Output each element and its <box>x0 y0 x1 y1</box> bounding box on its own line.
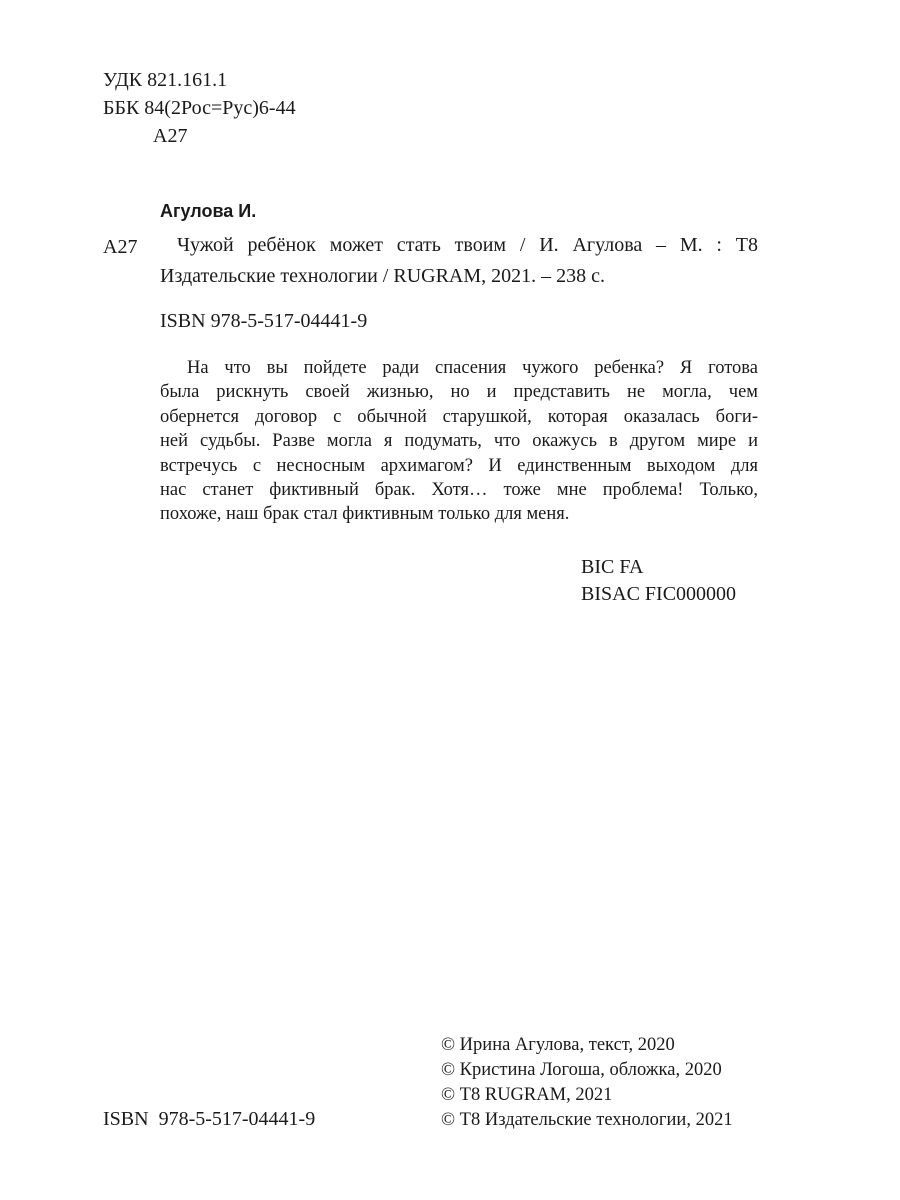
isbn-record: ISBN 978-5-517-04441-9 <box>160 310 368 332</box>
annotation-line: ней судьбы. Разве могла я подумать, что окажусь в другом мире и <box>160 431 758 452</box>
author-mark: А27 <box>153 125 188 147</box>
copyright-line: © Т8 Издательские технологии, 2021 <box>441 1110 733 1130</box>
copyright-line: © Кристина Логоша, обложка, 2020 <box>441 1060 722 1080</box>
bibliographic-line-2: Издательские технологии / RUGRAM, 2021. – 238 с. <box>160 265 606 287</box>
annotation-line: была рискнуть своей жизнью, но и представить не могла, чем <box>160 382 758 403</box>
copyright-notices <box>441 1033 733 1133</box>
bibliographic-line-1: Чужой ребёнок может стать твоим / И. Агулова – М. : Т8 <box>177 234 758 256</box>
annotation-line: похоже, наш брак стал фиктивным только для меня. <box>160 504 570 525</box>
annotation <box>160 356 758 527</box>
annotation-line: обернется договор с обычной старушкой, которая оказалась боги- <box>160 406 758 427</box>
bic-code: BIC FA <box>581 556 644 578</box>
annotation-line: встречусь с несносным архимагом? И единственным выходом для <box>160 455 758 476</box>
subject-codes <box>581 553 736 607</box>
copyright-line: © Ирина Агулова, текст, 2020 <box>441 1035 675 1055</box>
classification-codes <box>103 66 296 150</box>
udk-code: УДК 821.161.1 <box>103 69 228 91</box>
footer-isbn: ISBN 978-5-517-04441-9 <box>103 1108 316 1130</box>
copyright-line: © Т8 RUGRAM, 2021 <box>441 1085 613 1105</box>
author-mark-margin: А27 <box>103 236 138 258</box>
annotation-line: нас станет фиктивный брак. Хотя… тоже мне проблема! Только, <box>160 480 758 501</box>
annotation-line: На что вы пойдете ради спасения чужого ребенка? Я готова <box>187 358 758 378</box>
bibliographic-record <box>160 230 758 292</box>
author-heading: Агулова И. <box>160 201 257 221</box>
bisac-code: BISAC FIC000000 <box>581 583 737 605</box>
bbk-code: ББК 84(2Рос=Рус)6-44 <box>103 97 296 119</box>
